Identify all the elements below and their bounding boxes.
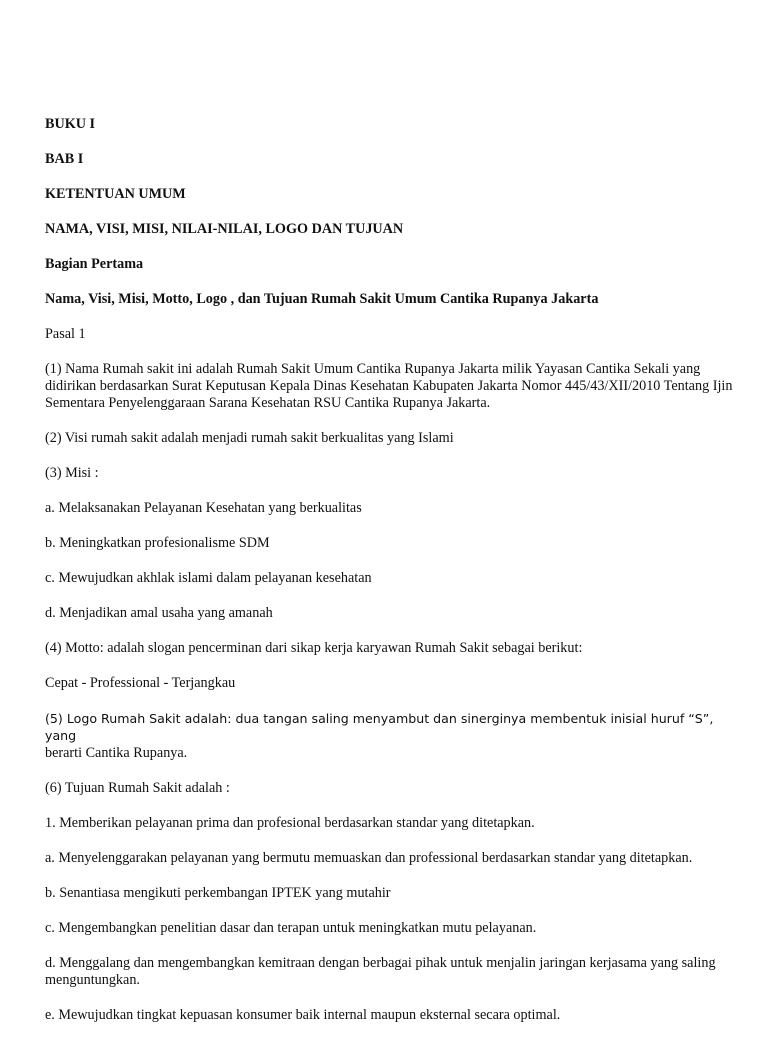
motto-text: Cepat - Professional - Terjangkau [45,675,236,691]
article-label: Pasal 1 [45,326,86,342]
goal-item-c: c. Mengembangkan penelitian dasar dan terapan untuk meningkatkan mutu pelayanan. [45,920,537,936]
section-title-heading: NAMA, VISI, MISI, NILAI-NILAI, LOGO DAN TUJUAN [45,221,404,237]
mission-item-c: c. Mewujudkan akhlak islami dalam pelayanan kesehatan [45,570,372,586]
goal-item-b: b. Senantiasa mengikuti perkembangan IPTEK yang mutahir [45,885,391,901]
logo-line-1: (5) Logo Rumah Sakit adalah: dua tangan saling menyambut dan sinerginya membentuk inisial huruf “S”, yang [45,711,714,743]
logo-line-2: berarti Cantika Rupanya. [45,745,188,761]
chapter-heading: BAB I [45,151,84,167]
paragraph-logo [45,710,735,762]
goal-item-d: d. Menggalang dan mengembangkan kemitraan dengan berbagai pihak untuk menjalin jaringan kerjasama yang saling menguntungkan. [45,955,716,988]
paragraph-mission-label: (3) Misi : [45,465,99,481]
paragraph-name: (1) Nama Rumah sakit ini adalah Rumah Sakit Umum Cantika Rupanya Jakarta milik Yayasan Cantika Sekali yang didirikan berdasarkan Surat Keputusan Kepala Dinas Kesehatan Kabupaten Jakarta Nomor 445/43/XII/2010 Tentang Ijin Sementara Penyelenggaraan Sarana Kesehatan RSU Cantika Rupanya Jakarta. [45,361,733,411]
mission-item-b: b. Meningkatkan profesionalisme SDM [45,535,270,551]
mission-item-a: a. Melaksanakan Pelayanan Kesehatan yang berkualitas [45,500,362,516]
paragraph-vision: (2) Visi rumah sakit adalah menjadi rumah sakit berkualitas yang Islami [45,430,454,446]
goal-item-a: a. Menyelenggarakan pelayanan yang bermutu memuaskan dan professional berdasarkan standar yang ditetapkan. [45,850,693,866]
goal-item-1: 1. Memberikan pelayanan prima dan profesional berdasarkan standar yang ditetapkan. [45,815,535,831]
goal-item-e: e. Mewujudkan tingkat kepuasan konsumer baik internal maupun eksternal secara optimal. [45,1007,561,1023]
book-heading: BUKU I [45,116,96,132]
paragraph-goals-label: (6) Tujuan Rumah Sakit adalah : [45,780,230,796]
mission-item-d: d. Menjadikan amal usaha yang amanah [45,605,273,621]
paragraph-motto: (4) Motto: adalah slogan pencerminan dari sikap kerja karyawan Rumah Sakit sebagai berikut: [45,640,583,656]
part-heading: Bagian Pertama [45,256,144,272]
general-provisions-heading: KETENTUAN UMUM [45,186,186,202]
document-page [45,116,735,1042]
part-title-heading: Nama, Visi, Misi, Motto, Logo , dan Tujuan Rumah Sakit Umum Cantika Rupanya Jakarta [45,291,599,307]
